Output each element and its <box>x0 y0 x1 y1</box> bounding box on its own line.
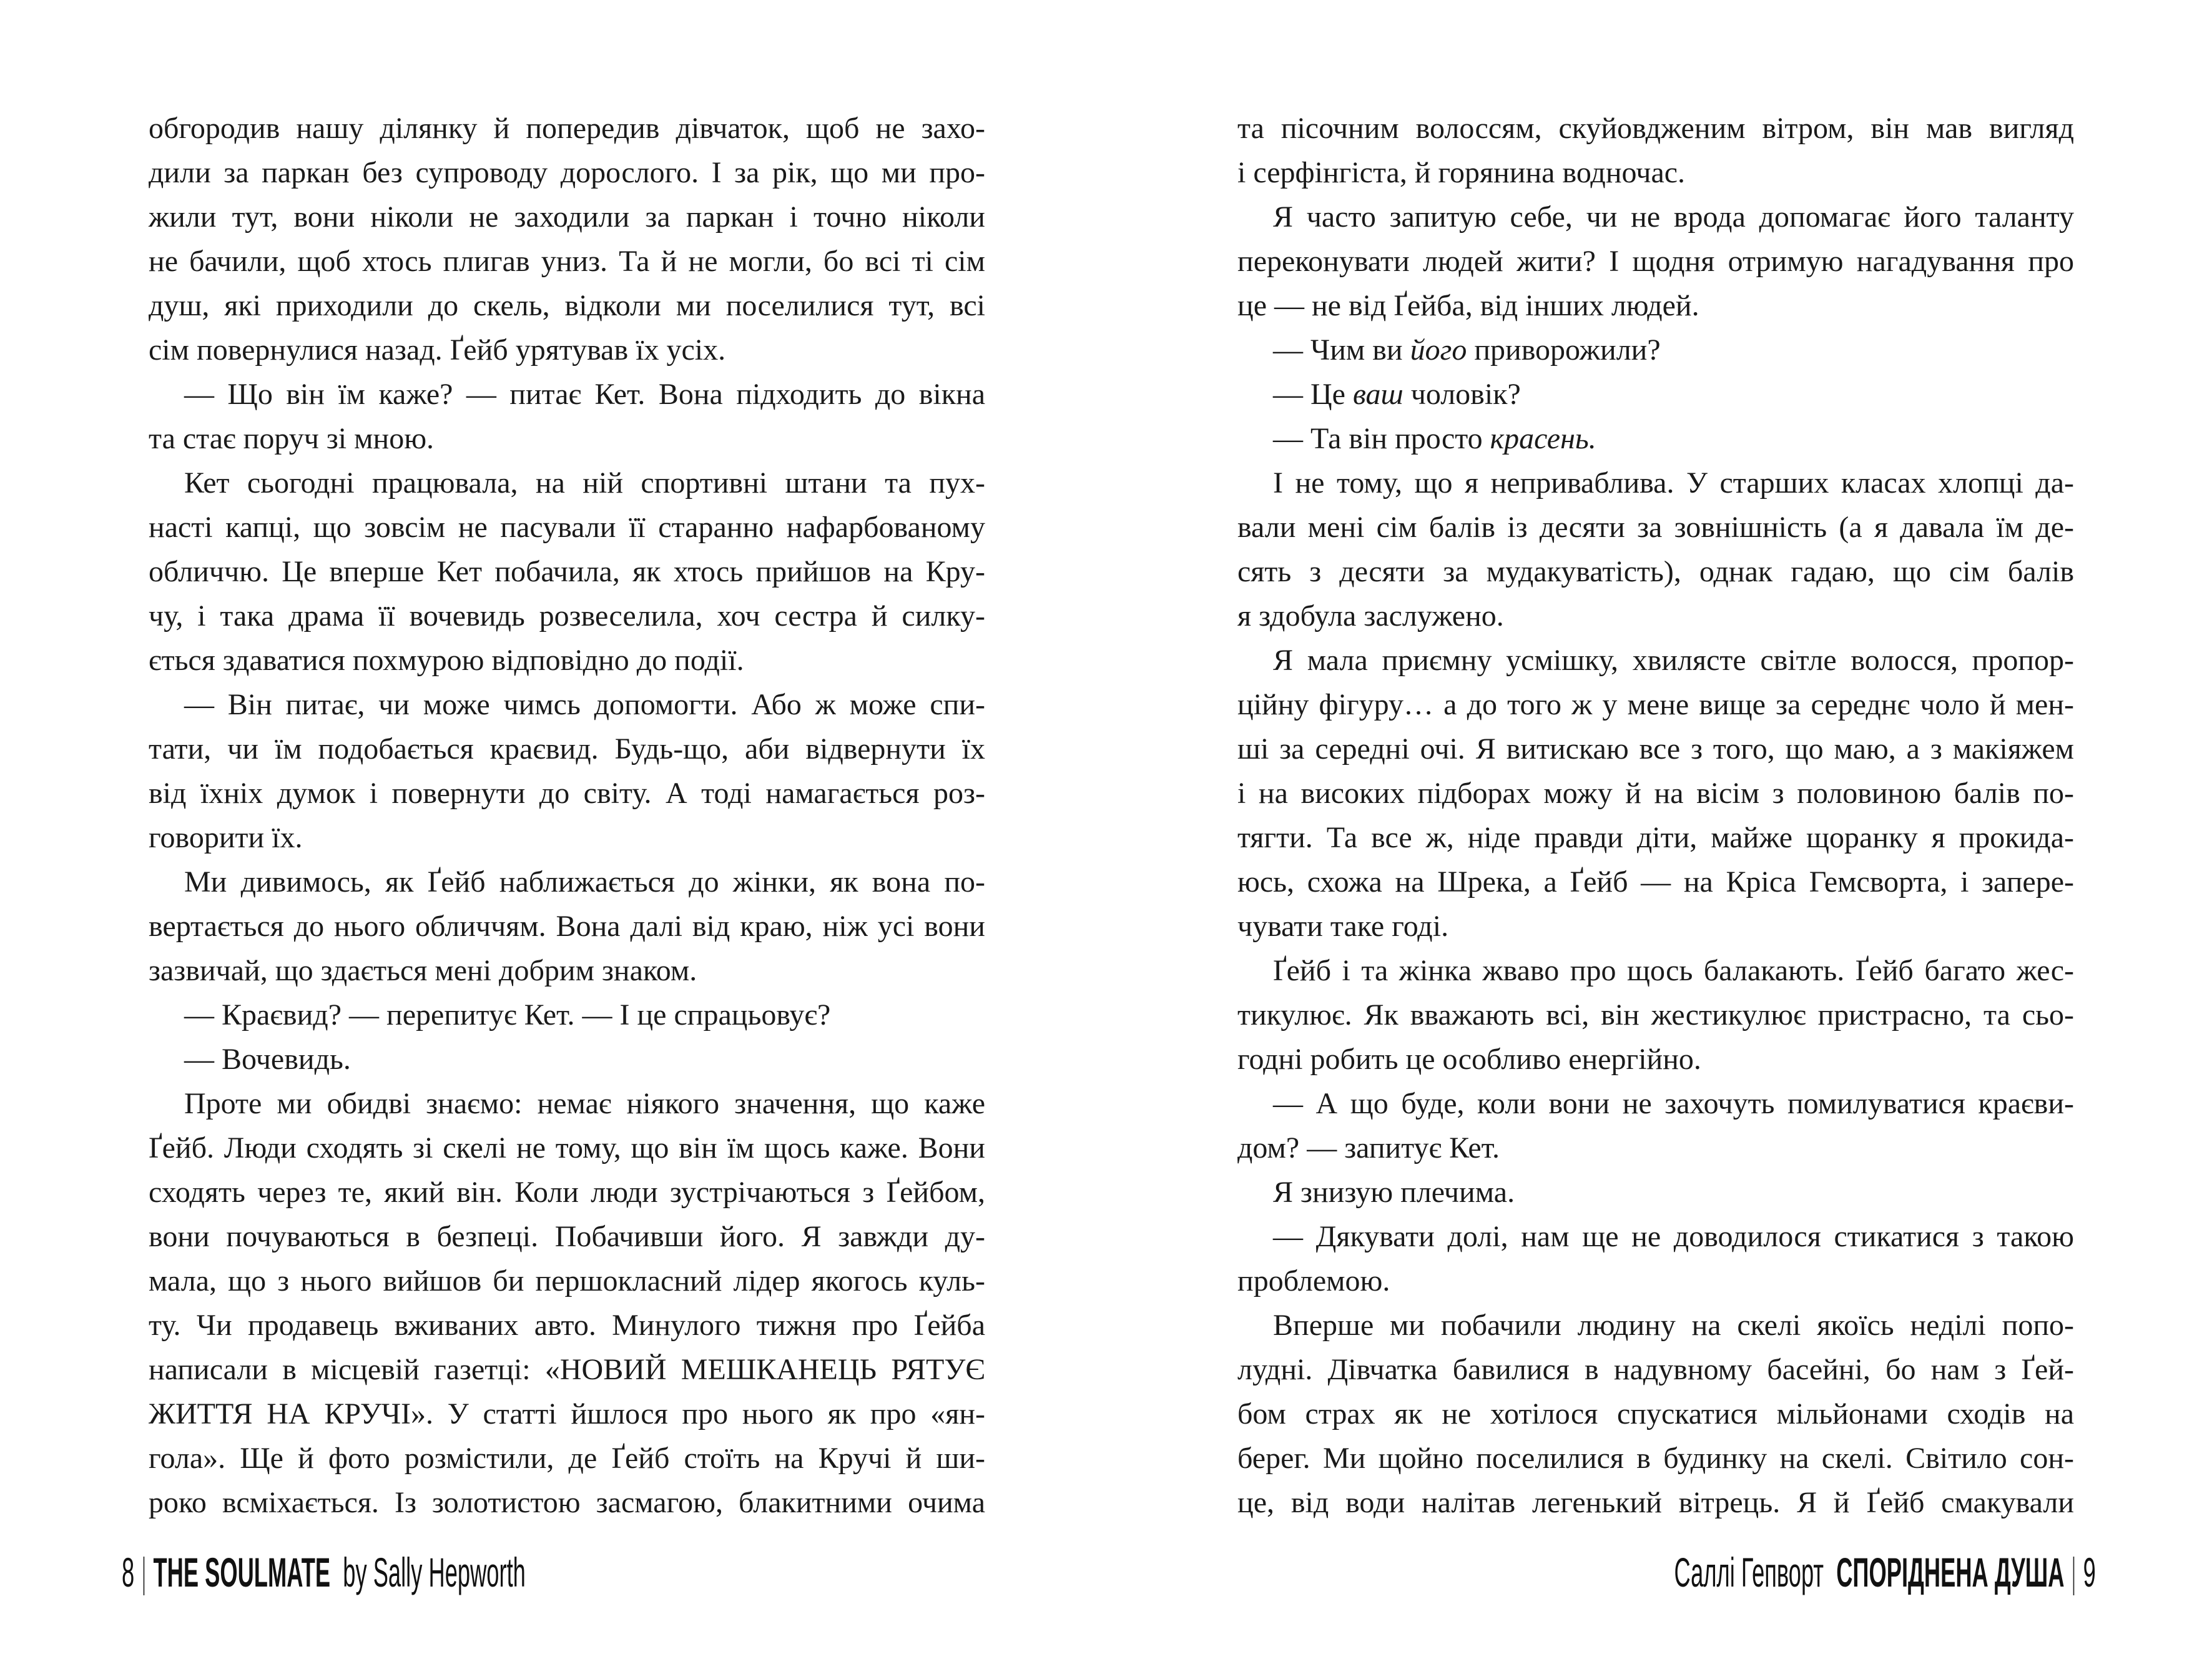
text-line: роко всміхається. Із золотистою засмагою, блакитними очима <box>149 1486 985 1519</box>
text-line: сходять через те, який він. Коли люди зустрічаються з Ґейбом, <box>149 1176 985 1209</box>
text-line: душ, які приходили до скель, відколи ми поселилися тут, всі <box>149 289 985 322</box>
text-line: сім повернулися назад. Ґейб урятував їх усіх. <box>149 333 726 367</box>
italic-text: красень. <box>1490 422 1596 455</box>
text-line: — Краєвид? — перепитує Кет. — І це спрацьовує? <box>184 998 831 1031</box>
text-line: Ґейб. Люди сходять зі скелі не тому, що він їм щось каже. Вони <box>149 1131 985 1164</box>
text-line: дили за паркан без супроводу дорослого. І за рік, що ми про- <box>149 156 985 189</box>
text-line: ші за середні очі. Я витискаю все з того, що маю, а з макіяжем <box>1237 732 2074 766</box>
right-footer <box>1329 1547 2096 1597</box>
text-line: Вперше ми побачили людину на скелі якоїсь неділі попо- <box>1273 1309 2074 1342</box>
text-line: сять з десяти за мудакуватість), однак гадаю, що сім балів <box>1237 555 2074 588</box>
text-segment: — Чим ви <box>1273 333 1410 367</box>
book-author: Саллі Гепворт <box>1674 1549 1824 1595</box>
book-title: THE SOULMATE <box>153 1549 331 1595</box>
text-line: Ми дивимось, як Ґейб наближається до жінки, як вона по- <box>184 865 985 898</box>
text-line: І не тому, що я неприваблива. У старших класах хлопці да- <box>1273 466 2074 500</box>
text-line: — Він питає, чи може чимсь допомогти. Або ж може спи- <box>184 688 985 721</box>
right-page <box>1106 0 2211 1659</box>
text-line <box>1237 416 2074 461</box>
text-line: вали мені сім балів із десяти за зовнішність (а я давала їм де- <box>1237 511 2074 544</box>
text-line: переконувати людей жити? І щодня отримую нагадування про <box>1237 245 2074 278</box>
text-line: мала, що з нього вийшов би першокласний лідер якогось куль- <box>149 1264 985 1297</box>
left-footer <box>122 1547 856 1597</box>
text-line: лудні. Дівчатка бавилися в надувному басейні, бо нам з Ґей- <box>1237 1353 2074 1386</box>
text-line: це — не від Ґейба, від інших людей. <box>1237 289 1699 322</box>
text-line: Проте ми обидві знаємо: немає ніякого значення, що каже <box>184 1087 985 1120</box>
text-line: і на високих підборах можу й на вісім з половиною балів по- <box>1237 777 2074 810</box>
text-line <box>1237 328 2074 372</box>
text-line: годні робить це особливо енергійно. <box>1237 1043 1701 1076</box>
text-line: берег. Ми щойно поселилися в будинку на скелі. Світило сон- <box>1237 1442 2074 1475</box>
text-line: — Дякувати долі, нам ще не доводилося стикатися з такою <box>1273 1220 2074 1253</box>
text-line: та стає поруч зі мною. <box>149 422 435 455</box>
text-line: обличчю. Це вперше Кет побачила, як хтось прийшов на Кру- <box>149 555 985 588</box>
text-line: жили тут, вони ніколи не заходили за паркан і точно ніколи <box>149 200 985 234</box>
text-segment: — Та він просто <box>1273 422 1490 455</box>
text-line: і серфінгіста, й горянина водночас. <box>1237 156 1686 189</box>
text-line: юсь, схожа на Шрека, а Ґейб — на Кріса Гемсворта, і запере- <box>1237 865 2074 898</box>
text-line: це, від води налітав легенький вітрець. Я й Ґейб смакували <box>1237 1486 2074 1519</box>
text-line: чувати таке годі. <box>1237 910 1449 943</box>
text-line: ЖИТТЯ НА КРУЧІ». У статті йшлося про нього як про «ян- <box>149 1397 985 1430</box>
text-line: написали в місцевій газетці: «НОВИЙ МЕШКАНЕЦЬ РЯТУЄ <box>149 1353 985 1386</box>
text-line: проблемою. <box>1237 1264 1390 1297</box>
text-line: Ґейб і та жінка жваво про щось балакають. Ґейб багато жес- <box>1273 954 2074 987</box>
text-line: — А що буде, коли вони не захочуть помилуватися краєви- <box>1273 1087 2074 1120</box>
text-line: від їхніх думок і повернути до світу. А тоді намагається роз- <box>149 777 985 810</box>
text-line: бом страх як не хотілося спускатися мільйонами сходів на <box>1237 1397 2074 1430</box>
text-segment: — Це <box>1273 378 1353 411</box>
text-line: — Що він їм каже? — питає Кет. Вона підходить до вікна <box>184 378 985 411</box>
divider <box>2073 1557 2075 1595</box>
text-line: ється здаватися похмурою відповідно до події. <box>149 644 744 677</box>
text-line: ційну фігуру… а до того ж у мене вище за середнє чоло й мен- <box>1237 688 2074 721</box>
text-line: вертається до нього обличчям. Вона далі від краю, ніж усі вони <box>149 910 985 943</box>
book-title: СПОРІДНЕНА ДУША <box>1836 1549 2065 1595</box>
text-line: говорити їх. <box>149 821 303 854</box>
page-number: 8 <box>122 1549 135 1595</box>
text-line: тикулює. Як вважають всі, він жестикулює пристрасно, та сьо- <box>1237 998 2074 1031</box>
text-line: я здобула заслужено. <box>1237 599 1504 633</box>
text-line: тати, чи їм подобається краєвид. Будь-що, аби відвернути їх <box>149 732 985 766</box>
text-line: зазвичай, що здається мені добрим знаком. <box>149 954 697 987</box>
text-line: дом? — запитує Кет. <box>1237 1131 1500 1164</box>
text-line: Я мала приємну усмішку, хвилясте світле волосся, пропор- <box>1273 644 2074 677</box>
text-line: — Вочевидь. <box>184 1043 351 1076</box>
text-line: гола». Ще й фото розмістили, де Ґейб стоїть на Кручі й ши- <box>149 1442 985 1475</box>
text-line: не бачили, щоб хтось плигав униз. Та й не могли, бо всі ті сім <box>149 245 985 278</box>
text-line: та пісочним волоссям, скуйовдженим вітром, він мав вигляд <box>1237 112 2074 145</box>
italic-text: його <box>1410 333 1467 367</box>
text-line: Я часто запитую себе, чи не врода допомагає його таланту <box>1273 200 2074 234</box>
right-text-column <box>1237 106 2074 1525</box>
page-number: 9 <box>2083 1549 2096 1595</box>
text-line: ту. Чи продавець вживаних авто. Минулого тижня про Ґейба <box>149 1309 985 1342</box>
text-line: Кет сьогодні працювала, на ній спортивні штани та пух- <box>184 466 985 500</box>
italic-text: ваш <box>1352 378 1403 411</box>
divider <box>143 1557 144 1595</box>
text-segment: приворожили? <box>1467 333 1661 367</box>
text-line: Я знизую плечима. <box>1273 1176 1515 1209</box>
text-line: чу, і така драма її вочевидь розвеселила, хоч сестра й силку- <box>149 599 985 633</box>
text-line <box>1237 372 2074 416</box>
text-line: обгородив нашу ділянку й попередив дівчаток, щоб не захо- <box>149 112 985 145</box>
left-text-column <box>149 106 985 1525</box>
text-segment: чоловік? <box>1403 378 1521 411</box>
book-author: by Sally Hepworth <box>343 1549 526 1595</box>
text-line: вони почуваються в безпеці. Побачивши його. Я завжди ду- <box>149 1220 985 1253</box>
text-line: насті капці, що зовсім не пасували її старанно нафарбованому <box>149 511 985 544</box>
text-line: тягти. Та все ж, ніде правди діти, майже щоранку я прокида- <box>1237 821 2074 854</box>
